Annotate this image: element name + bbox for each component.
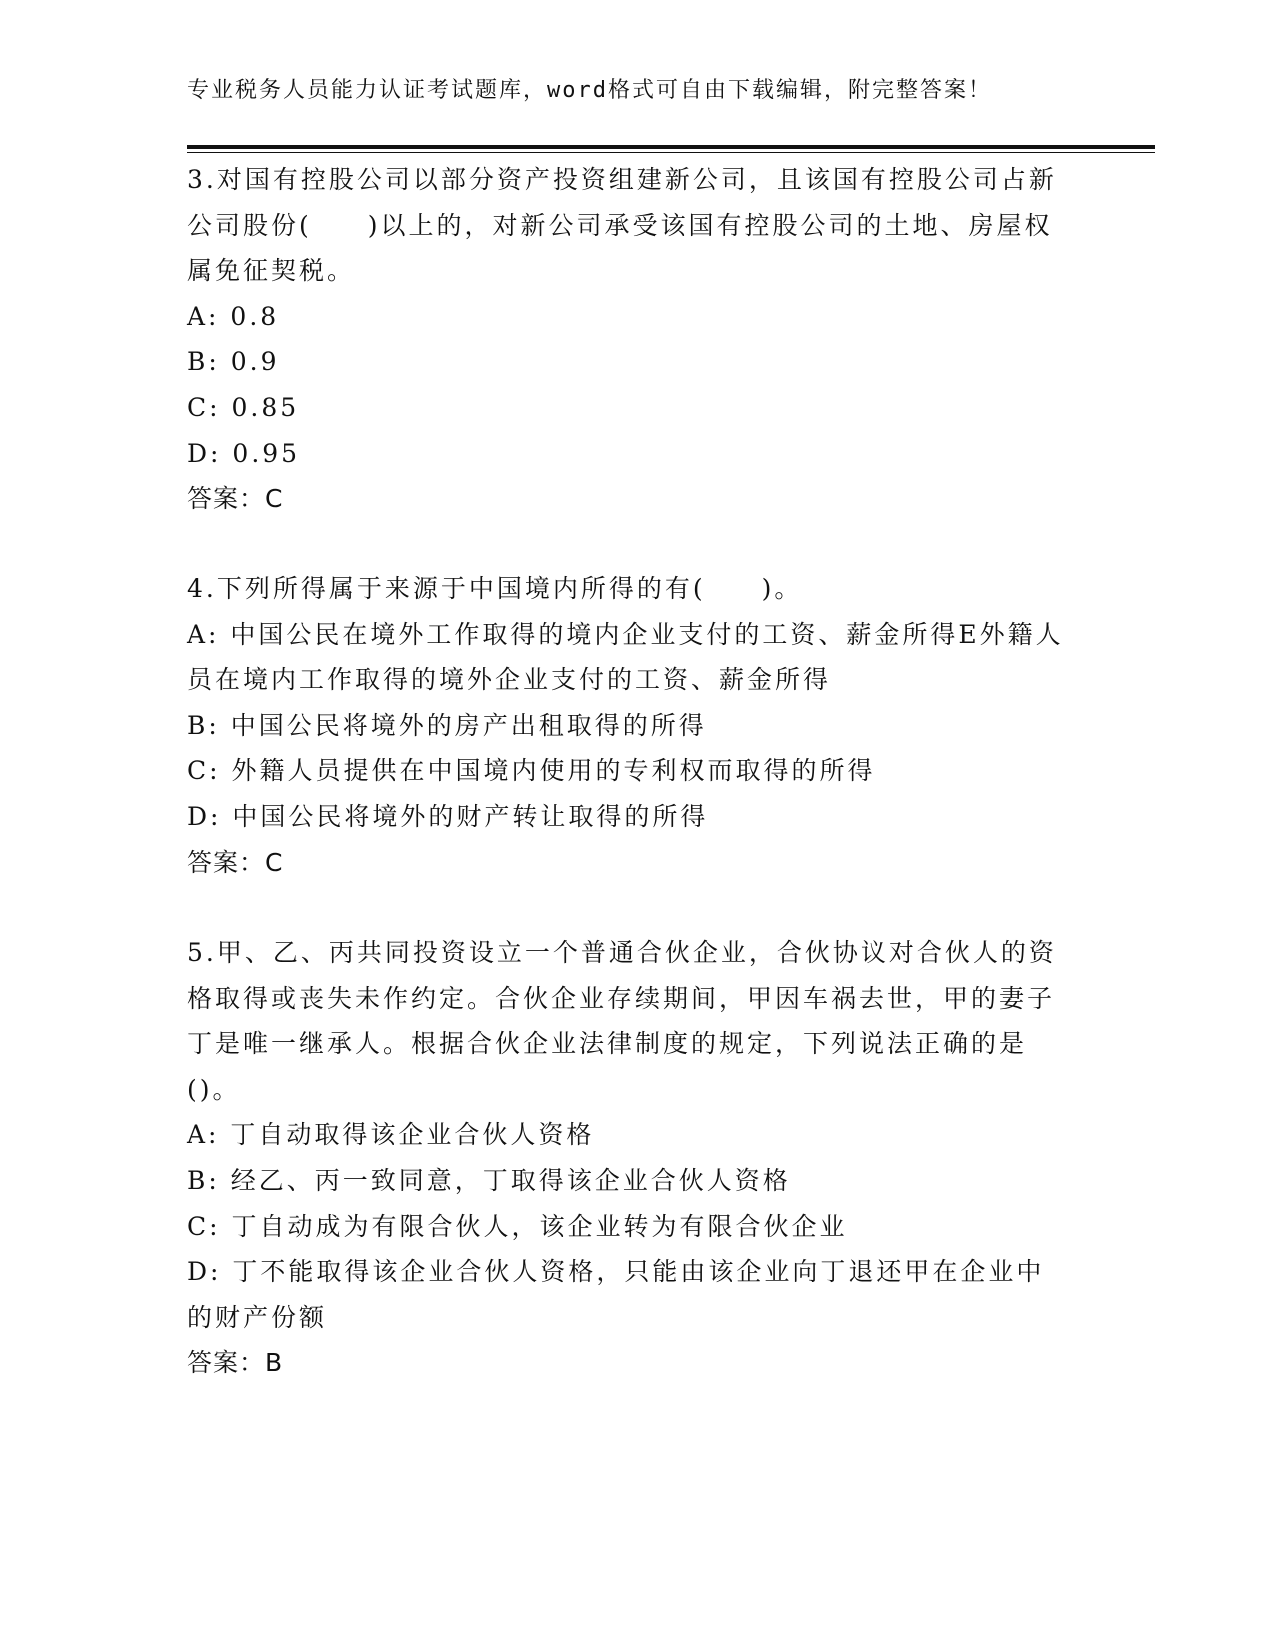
option-b: B: 0.9 — [187, 347, 280, 377]
option-b: B: 中国公民将境外的房产出租取得的所得 — [187, 710, 707, 740]
option-c: C: 外籍人员提供在中国境内使用的专利权而取得的所得 — [187, 756, 876, 786]
page-header: 专业税务人员能力认证考试题库，word格式可自由下载编辑，附完整答案！ — [187, 78, 992, 103]
question-stem: 3.对国有控股公司以部分资产投资组建新公司，且该国有控股公司占新公司股份( )以上的，对新公司承受该国有控股公司的土地、房屋权属免征契税。 — [187, 165, 1057, 286]
header-rule-thin — [187, 152, 1155, 153]
option-c: C: 0.85 — [187, 392, 300, 422]
question-3 — [187, 157, 1087, 522]
option-a: A: 丁自动取得该企业合伙人资格 — [187, 1120, 595, 1150]
answer: 答案：C — [187, 484, 284, 514]
option-a: A: 中国公民在境外工作取得的境内企业支付的工资、薪金所得E外籍人员在境内工作取得的境外企业支付的工资、薪金所得 — [187, 619, 1064, 695]
question-stem: 4.下列所得属于来源于中国境内所得的有( )。 — [187, 574, 803, 603]
option-d: D: 0.95 — [187, 438, 301, 468]
option-a: A: 0.8 — [187, 301, 280, 331]
option-b: B: 经乙、丙一致同意，丁取得该企业合伙人资格 — [187, 1165, 791, 1195]
question-stem: 5.甲、乙、丙共同投资设立一个普通合伙企业，合伙协议对合伙人的资格取得或丧失未作约定。合伙企业存续期间，甲因车祸去世，甲的妻子丁是唯一继承人。根据合伙企业法律制度的规定，下列说法正确的是()。 — [187, 938, 1057, 1104]
option-d: D: 丁不能取得该企业合伙人资格，只能由该企业向丁退还甲在企业中的财产份额 — [187, 1257, 1045, 1332]
option-d: D: 中国公民将境外的财产转让取得的所得 — [187, 801, 709, 831]
question-4 — [187, 566, 1087, 885]
answer: 答案：C — [187, 847, 284, 877]
header-rule — [187, 145, 1155, 149]
answer: 答案：B — [187, 1348, 284, 1378]
option-c: C: 丁自动成为有限合伙人，该企业转为有限合伙企业 — [187, 1211, 848, 1241]
question-5 — [187, 930, 1087, 1386]
